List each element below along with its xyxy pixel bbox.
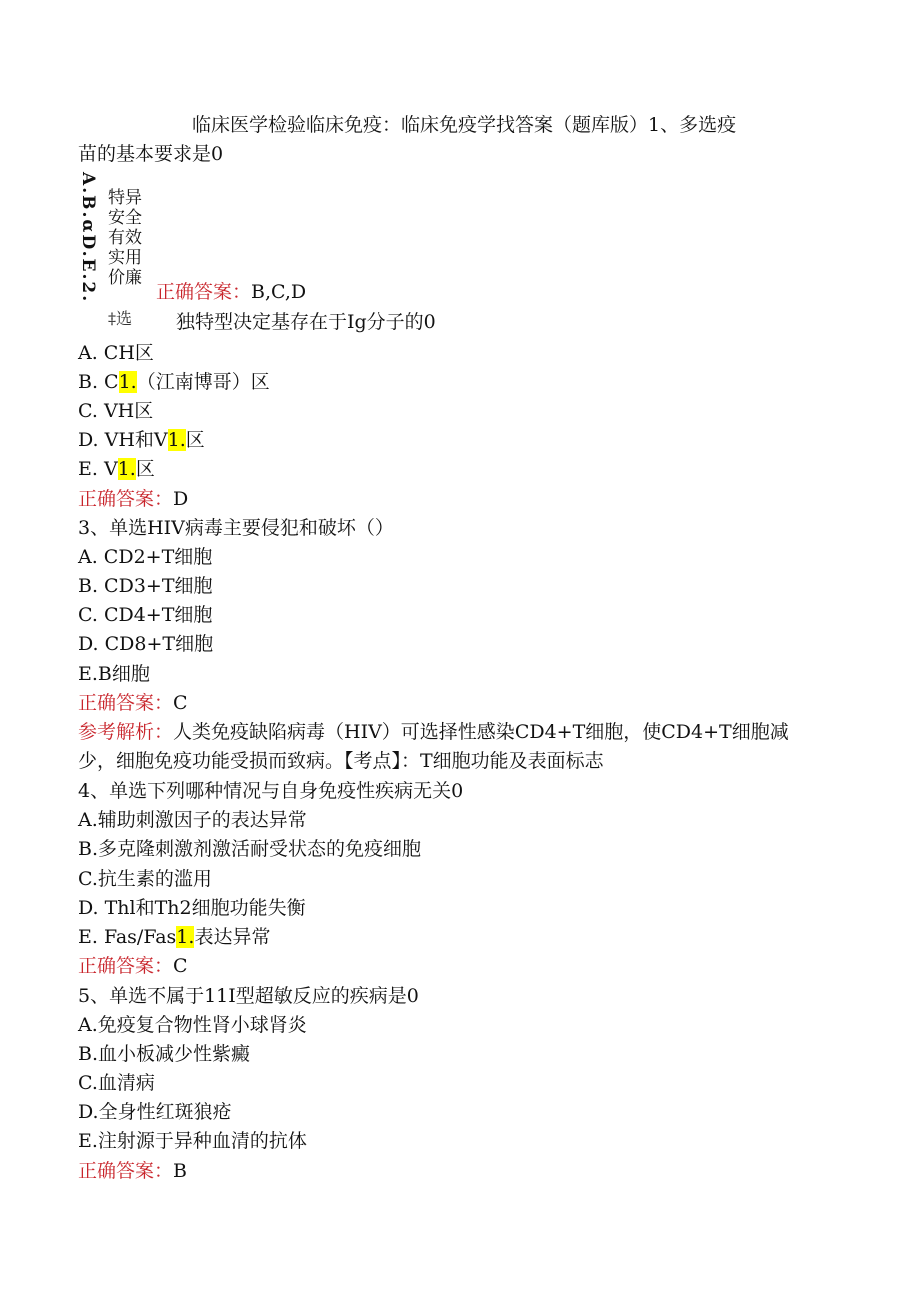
q1-option-1: 特异: [108, 188, 142, 208]
q2-answer: 正确答案：D: [78, 488, 189, 510]
q5-option-b: B.血小板减少性紫癜: [78, 1043, 251, 1065]
q1-answer: [156, 279, 306, 305]
title-line-1: 临床医学检验临床免疫：临床免疫学找答案（题库版）1、多选疫: [192, 114, 737, 136]
q1-vertical-labels: A.B.αD.E.2.: [78, 172, 98, 304]
q5-stem: 5、单选不属于11I型超敏反应的疾病是0: [78, 985, 419, 1007]
q2-prefix: ‡选: [108, 309, 133, 328]
q4-option-e: E. Fas/Fas1.表达异常: [78, 926, 271, 948]
highlight-mark: 1.: [118, 371, 137, 393]
highlight-mark: 1.: [176, 926, 195, 948]
q2-option-c: C. VH区: [78, 400, 154, 422]
q2-option-a: A. CH区: [78, 342, 154, 364]
q4-stem: 4、单选下列哪种情况与自身免疫性疾病无关0: [78, 780, 464, 802]
q5-answer: 正确答案：B: [78, 1160, 187, 1182]
highlight-mark: 1.: [167, 429, 186, 451]
title-line-2: 苗的基本要求是0: [78, 143, 224, 165]
q5-option-d: D.全身性红斑狼疮: [78, 1101, 232, 1123]
q1-answer-value: B,C,D: [251, 281, 307, 303]
q4-option-a: A.辅助刺激因子的表达异常: [78, 809, 307, 831]
q1-option-4: 实用: [108, 248, 142, 268]
q3-explanation-label: 参考解析：: [78, 721, 174, 743]
q1-option-2: 安全: [108, 208, 142, 228]
q5-option-a: A.免疫复合物性肾小球肾炎: [78, 1014, 307, 1036]
q3-option-a: A. CD2+T细胞: [78, 546, 213, 568]
q4-option-c: C.抗生素的滥用: [78, 868, 212, 890]
q1-option-5: 价廉: [108, 268, 142, 288]
q3-stem: 3、单选HIV病毒主要侵犯和破坏（）: [78, 517, 394, 539]
q5-option-c: C.血清病: [78, 1072, 155, 1094]
highlight-mark: 1.: [117, 458, 136, 480]
q3-option-d: D. CD8+T细胞: [78, 633, 214, 655]
q3-explanation-line-2: 少，细胞免疫功能受损而致病。【考点】：T细胞功能及表面标志: [78, 750, 604, 772]
q5-option-e: E.注射源于异种血清的抗体: [78, 1130, 307, 1152]
q4-answer: 正确答案：C: [78, 955, 188, 977]
q2-option-b: B. C1.（江南博哥）区: [78, 371, 270, 393]
q3-option-c: C. CD4+T细胞: [78, 604, 213, 626]
q4-option-d: D. Thl和Th2细胞功能失衡: [78, 897, 306, 919]
q2-stem: 独特型决定基存在于Ig分子的0: [176, 311, 436, 333]
q3-explanation-line-1: 参考解析：人类免疫缺陷病毒（HIV）可选择性感染CD4+T细胞，使CD4+T细胞减: [78, 721, 789, 743]
q1-option-3: 有效: [108, 228, 142, 248]
q1-answer-label: 正确答案：: [156, 281, 252, 303]
q3-answer: 正确答案：C: [78, 692, 188, 714]
q3-option-b: B. CD3+T细胞: [78, 575, 213, 597]
q3-option-e: E.B细胞: [78, 663, 150, 685]
q4-option-b: B.多克隆刺激剂激活耐受状态的免疫细胞: [78, 838, 422, 860]
q2-option-d: D. VH和V1.区: [78, 429, 205, 451]
q2-option-e: E. V1.区: [78, 458, 155, 480]
